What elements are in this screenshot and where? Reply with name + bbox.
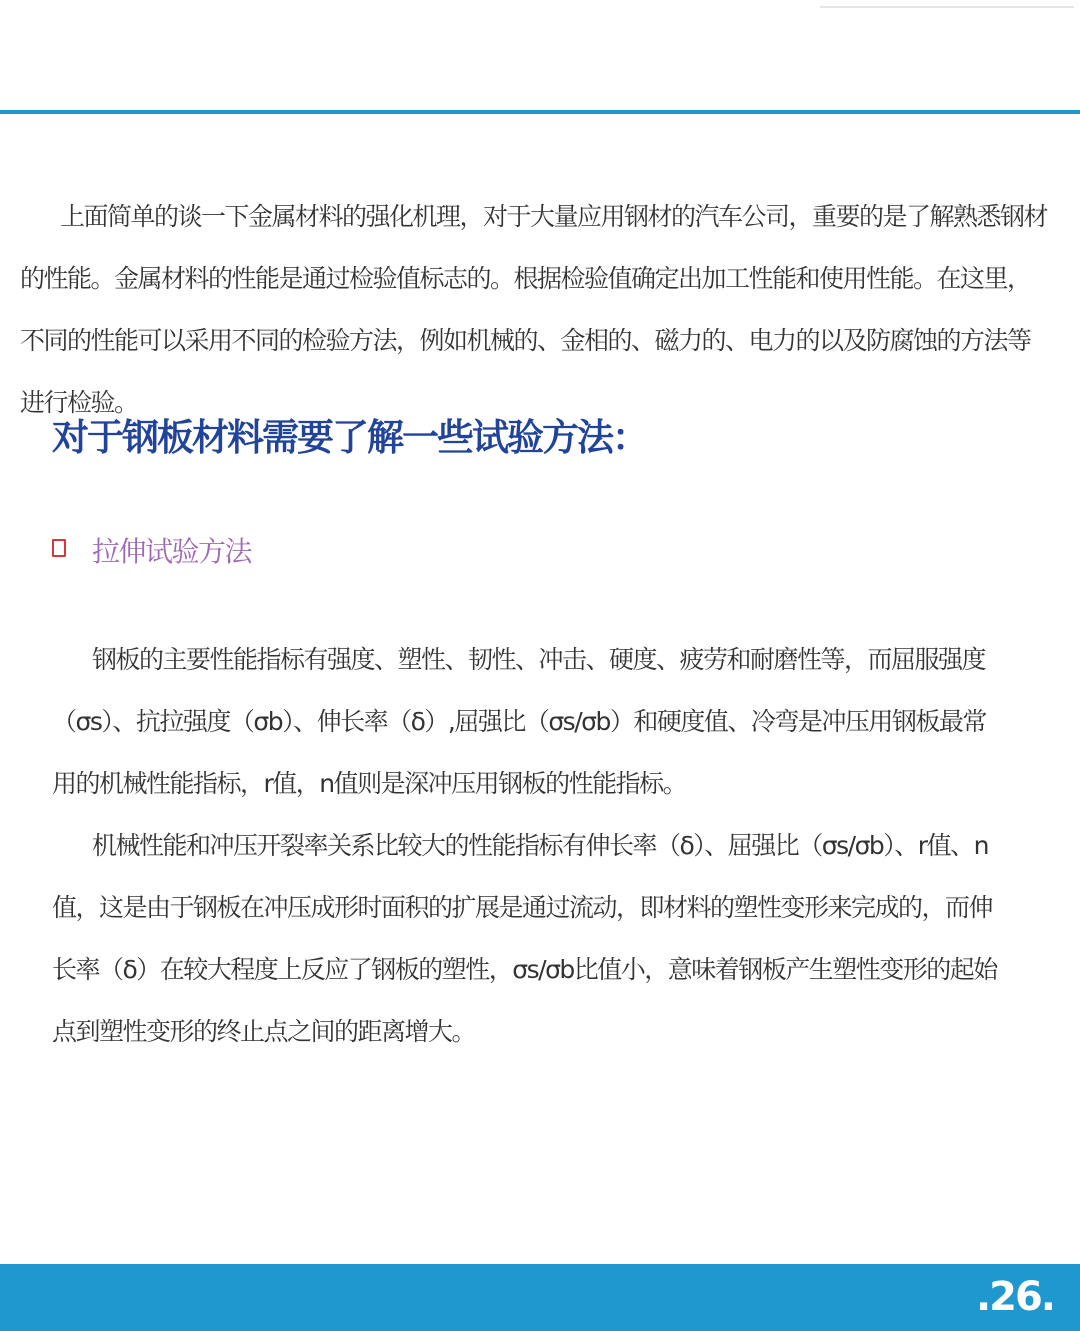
page-number: .26. <box>975 1274 1054 1320</box>
subsection-title <box>52 522 251 578</box>
footer-bar <box>0 1264 1080 1331</box>
section-heading: 对于钢板材料需要了解一些试验方法： <box>52 416 647 459</box>
body-paragraph-2: 机械性能和冲压开裂率关系比较大的性能指标有伸长率（δ）、屈强比（σs/σb）、r值、n值，这是由于钢板在冲压成形时面积的扩展是通过流动，即材料的塑性变形来完成的，而伸长率（δ）在较大程度上反应了钢板的塑性，σs/σb比值小，意味着钢板产生塑性变形的起始点到塑性变形的终止点之间的距离增大。 <box>52 831 997 1046</box>
header-rule <box>0 110 1080 114</box>
checkbox-icon <box>52 539 66 557</box>
subsection-label: 拉伸试验方法 <box>92 535 252 568</box>
top-divider <box>820 6 1074 8</box>
body-paragraph-1: 钢板的主要性能指标有强度、塑性、韧性、冲击、硬度、疲劳和耐磨性等，而屈服强度（σs）、抗拉强度（σb）、伸长率（δ）,屈强比（σs/σb）和硬度值、冷弯是冲压用钢板最常用的机械性能指标，r值，n值则是深冲压用钢板的性能指标。 <box>52 645 986 798</box>
body-text <box>52 629 1002 1063</box>
intro-paragraph: 上面简单的谈一下金属材料的强化机理，对于大量应用钢材的汽车公司，重要的是了解熟悉钢材的性能。金属材料的性能是通过检验值标志的。根据检验值确定出加工性能和使用性能。在这里，不同的性能可以采用不同的检验方法，例如机械的、金相的、磁力的、电力的以及防腐蚀的方法等进行检验。 <box>20 202 1048 417</box>
intro-section <box>20 186 1050 434</box>
